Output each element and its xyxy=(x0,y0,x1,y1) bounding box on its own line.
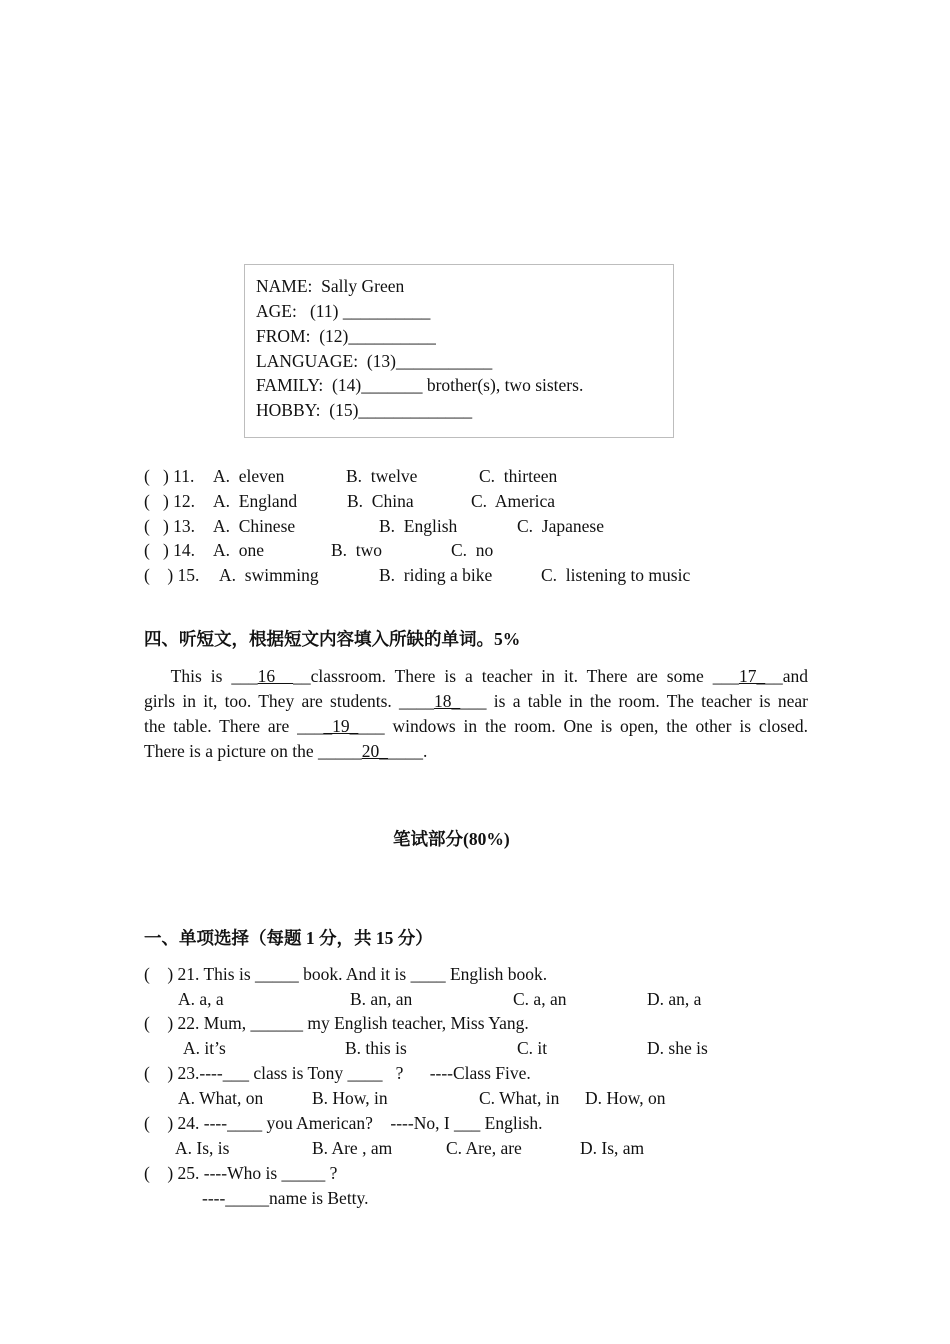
option-c: C. Are, are xyxy=(446,1138,522,1158)
option-d: D. How, on xyxy=(585,1088,666,1108)
option-b: B. How, in xyxy=(312,1088,388,1108)
info-card xyxy=(244,264,674,438)
passage-line: girls in it, too. They are students. ____18____ is a table in the room. The teacher is near xyxy=(144,691,808,711)
option-b: B. English xyxy=(379,516,458,536)
option-b: B. this is xyxy=(345,1038,407,1058)
blank-19: _19_ xyxy=(323,716,359,736)
question-number: ( ) 12. xyxy=(144,491,196,511)
blank-18: 18_ xyxy=(434,691,461,711)
option-a: A. swimming xyxy=(219,565,319,585)
question-stem: ( ) 25. ----Who is _____ ? xyxy=(144,1163,338,1183)
section-1-title: 一、单项选择（每题 1 分，共 15 分） xyxy=(144,928,433,948)
question-number: ( ) 11. xyxy=(144,466,195,486)
option-a: A. What, on xyxy=(178,1088,264,1108)
question-stem: ( ) 23.----___ class is Tony ____ ? ----Class Five. xyxy=(144,1063,531,1083)
card-family-line: FAMILY: (14)_______ brother(s), two sisters. xyxy=(256,375,584,395)
card-name-line: NAME: Sally Green xyxy=(256,276,405,296)
question-number: ( ) 14. xyxy=(144,540,196,560)
option-b: B. riding a bike xyxy=(379,565,493,585)
option-a: A. England xyxy=(213,491,298,511)
option-a: A. Chinese xyxy=(213,516,296,536)
passage-line: This is ___16 __classroom. There is a teacher in it. There are some ___17___and xyxy=(144,666,808,686)
option-c: C. a, an xyxy=(513,989,567,1009)
question-sub-line: ----_____name is Betty. xyxy=(202,1188,369,1208)
question-number: ( ) 13. xyxy=(144,516,196,536)
question-number: ( ) 15. xyxy=(144,565,200,585)
blank-20: 20_ xyxy=(361,741,388,761)
blank-16: 16 xyxy=(257,666,294,686)
question-stem: ( ) 22. Mum, ______ my English teacher, Miss Yang. xyxy=(144,1013,529,1033)
option-a: A. one xyxy=(213,540,265,560)
option-c: C. it xyxy=(517,1038,548,1058)
option-a: A. a, a xyxy=(178,989,224,1009)
question-stem: ( ) 21. This is _____ book. And it is ____ English book. xyxy=(144,964,548,984)
passage-line: There is a picture on the _____20_____. xyxy=(144,741,428,761)
option-b: B. twelve xyxy=(346,466,418,486)
section-4-title: 四、听短文，根据短文内容填入所缺的单词。5% xyxy=(144,629,521,649)
card-age-line: AGE: (11) __________ xyxy=(256,301,431,321)
option-b: B. China xyxy=(347,491,414,511)
section-4-passage xyxy=(144,664,808,764)
card-from-line: FROM: (12)__________ xyxy=(256,326,436,346)
option-c: C. America xyxy=(471,491,556,511)
option-c: C. listening to music xyxy=(541,565,691,585)
option-d: D. she is xyxy=(647,1038,708,1058)
option-c: C. Japanese xyxy=(517,516,604,536)
passage-line: the table. There are ____19____ windows in the room. One is open, the other is closed. xyxy=(144,716,808,736)
option-a: A. Is, is xyxy=(175,1138,230,1158)
option-c: C. thirteen xyxy=(479,466,558,486)
option-d: D. Is, am xyxy=(580,1138,645,1158)
card-hobby-line: HOBBY: (15)_____________ xyxy=(256,400,473,420)
option-d: D. an, a xyxy=(647,989,702,1009)
option-a: A. it’s xyxy=(183,1038,226,1058)
option-c: C. What, in xyxy=(479,1088,560,1108)
blank-17: 17_ xyxy=(738,666,766,686)
option-c: C. no xyxy=(451,540,494,560)
question-stem: ( ) 24. ----____ you American? ----No, I ___ English. xyxy=(144,1113,543,1133)
card-language-line: LANGUAGE: (13)___________ xyxy=(256,351,493,371)
option-b: B. two xyxy=(331,540,383,560)
option-b: B. an, an xyxy=(350,989,413,1009)
written-part-title: 笔试部分(80%) xyxy=(393,829,510,849)
option-b: B. Are , am xyxy=(312,1138,393,1158)
option-a: A. eleven xyxy=(213,466,285,486)
